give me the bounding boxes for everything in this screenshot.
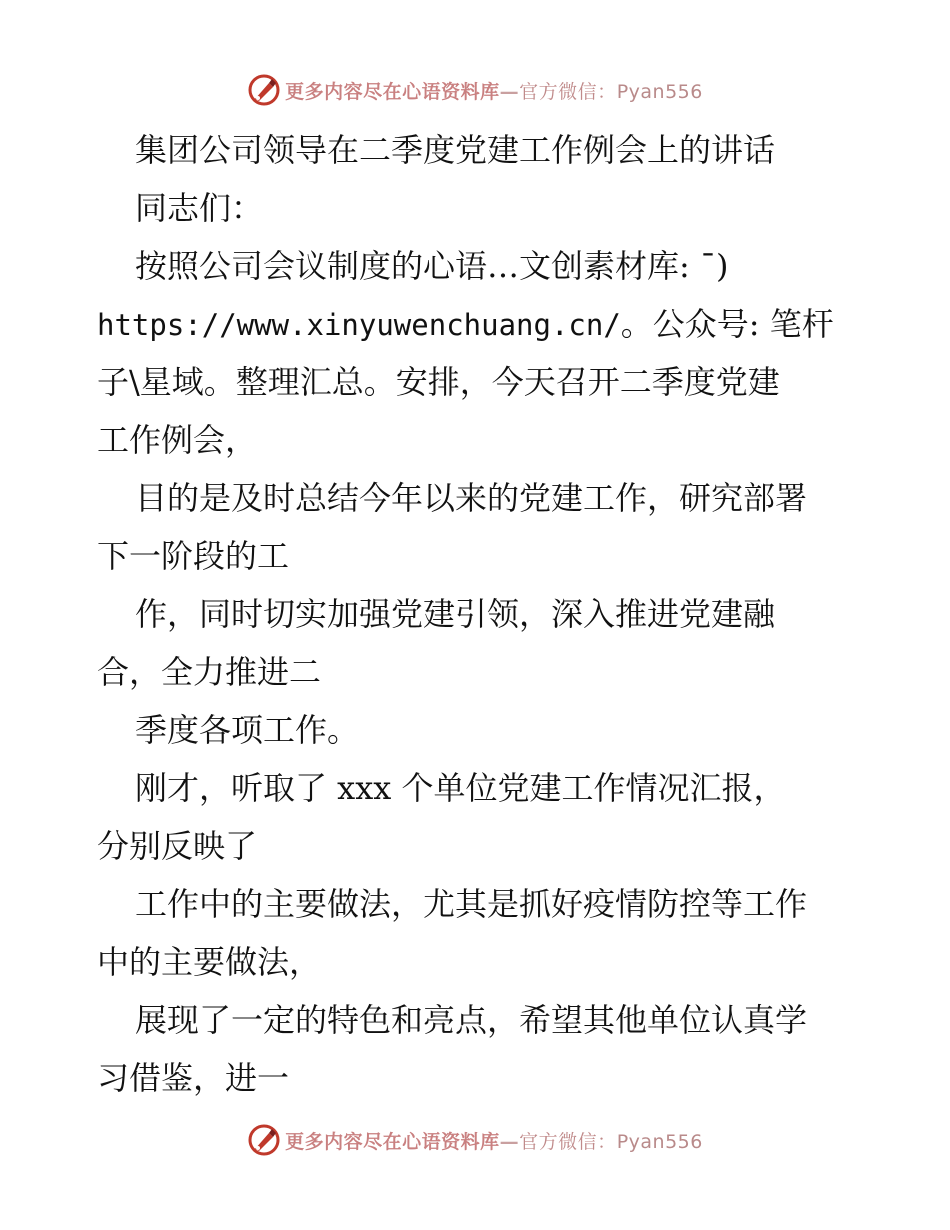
paragraph-line: 中的主要做法， — [97, 943, 322, 981]
header-banner-text — [285, 77, 703, 104]
paragraph-line: 工作例会， — [97, 421, 258, 459]
banner-account: Pyan556 — [616, 80, 703, 103]
footer-banner — [0, 1120, 950, 1160]
paragraph-line-fragment: 。公众号: 笔杆 — [620, 305, 834, 343]
paragraph-line: 作，同时切实加强党建引领，深入推进党建融 — [135, 595, 776, 633]
salutation: 同志们： — [135, 189, 264, 227]
banner-separator: — — [499, 80, 520, 103]
paragraph-line: 目的是及时总结今年以来的党建工作，研究部署 — [135, 479, 808, 517]
paragraph-line: 工作中的主要做法，尤其是抓好疫情防控等工作 — [135, 885, 808, 923]
banner-separator: — — [499, 1130, 520, 1153]
paragraph-line: 分别反映了 — [97, 827, 258, 865]
banner-brand: 更多内容尽在心语资料库 — [285, 80, 500, 103]
paragraph-line: 下一阶段的工 — [97, 537, 290, 575]
paragraph-line: 子\星域。整理汇总。安排，今天召开二季度党建 — [97, 363, 780, 401]
footer-banner-text — [285, 1127, 703, 1154]
banner-brand: 更多内容尽在心语资料库 — [285, 1130, 500, 1153]
pen-logo-icon — [247, 1123, 281, 1157]
pen-logo-icon — [247, 73, 281, 107]
source-url: https://www.xinyuwenchuang.cn/ — [97, 308, 621, 342]
header-banner — [0, 70, 950, 110]
document-title: 集团公司领导在二季度党建工作例会上的讲话 — [135, 131, 776, 169]
banner-wechat-label: 官方微信： — [519, 1130, 617, 1153]
document-body — [97, 121, 857, 1107]
paragraph-line: 按照公司会议制度的心语…文创素材库: ¯) — [135, 247, 729, 285]
banner-account: Pyan556 — [616, 1130, 703, 1153]
paragraph-line: 刚才，听取了 xxx 个单位党建工作情况汇报， — [135, 769, 786, 807]
paragraph-line: 合，全力推进二 — [97, 653, 322, 691]
paragraph-line: 习借鉴，进一 — [97, 1059, 290, 1097]
paragraph-line: 季度各项工作。 — [135, 711, 360, 749]
banner-wechat-label: 官方微信： — [519, 80, 617, 103]
paragraph-line: 展现了一定的特色和亮点，希望其他单位认真学 — [135, 1001, 808, 1039]
paragraph-line-url — [97, 295, 857, 353]
